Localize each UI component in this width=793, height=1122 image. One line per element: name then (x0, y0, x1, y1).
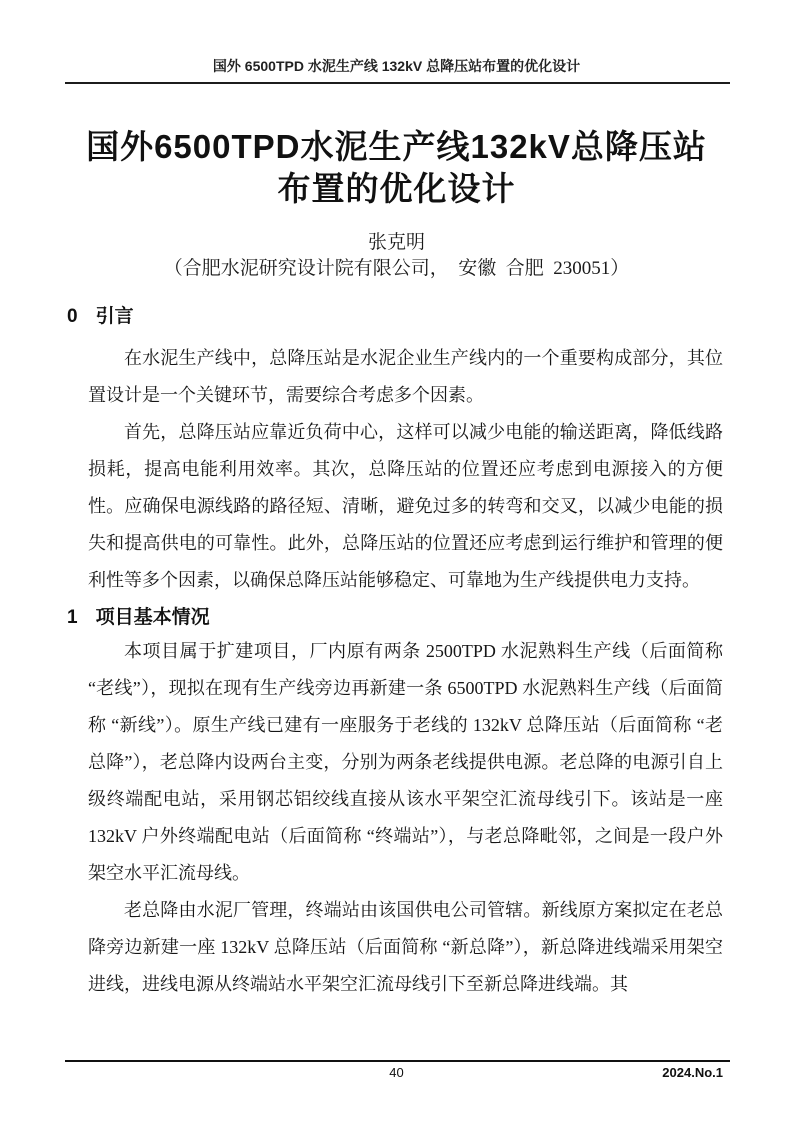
paragraph: 本项目属于扩建项目，厂内原有两条 2500TPD 水泥熟料生产线（后面简称 “老线”），现拟在现有生产线旁边再新建一条 6500TPD 水泥熟料生产线（后面简称 “新线”）。原生产线已建有一座服务于老线的 132kV 总降压站（后面简称 “老总降”），老总降内设两台主变，分别为两条老线提供电源。老总降的电源引自上级终端配电站，采用钢芯铝绞线直接从该水平架空汇流母线引下。该站是一座 132kV 户外终端配电站（后面简称 “终端站”），与老总降毗邻，之间是一段户外架空水平汇流母线。 (88, 641, 723, 883)
header-rule (65, 82, 730, 84)
page-title (0, 126, 793, 210)
running-header: 国外 6500TPD 水泥生产线 132kV 总降压站布置的优化设计 (212, 58, 581, 74)
section-title: 引言 (95, 306, 134, 327)
page-title-line2: 布置的优化设计 (277, 170, 516, 207)
document-body (67, 302, 723, 1003)
section-heading-0 (67, 302, 723, 332)
paragraph: 首先，总降压站应靠近负荷中心，这样可以减少电能的输送距离，降低线路损耗，提高电能利用效率。其次，总降压站的位置还应考虑到电源接入的方便性。应确保电源线路的路径短、清晰，避免过多的转弯和交叉，以减少电能的损失和提高供电的可靠性。此外，总降压站的位置还应考虑到运行维护和管理的便利性等多个因素，以确保总降压站能够稳定、可靠地为生产线提供电力支持。 (88, 422, 723, 590)
page-title-line1: 国外6500TPD水泥生产线132kV总降压站 (86, 128, 707, 165)
section-number: 1 (67, 607, 78, 628)
paragraph: 在水泥生产线中，总降压站是水泥企业生产线内的一个重要构成部分，其位置设计是一个关键环节，需要综合考虑多个因素。 (88, 348, 723, 405)
journal-issue: 2024.No.1 (662, 1065, 723, 1080)
section-heading-1 (67, 603, 723, 633)
section-number: 0 (67, 306, 78, 327)
footer-rule (65, 1060, 730, 1062)
page-number: 40 (389, 1065, 404, 1080)
author-affiliation: （合肥水泥研究设计院有限公司， 安徽 合肥 230051） (163, 258, 630, 279)
section-title: 项目基本情况 (95, 607, 210, 628)
author-name: 张克明 (367, 232, 425, 253)
paragraph: 老总降由水泥厂管理，终端站由该国供电公司管辖。新线原方案拟定在老总降旁边新建一座 132kV 总降压站（后面简称 “新总降”），新总降进线端采用架空进线，进线电源从终端站水平架空汇流母线引下至新总降进线端。其 (88, 900, 723, 994)
